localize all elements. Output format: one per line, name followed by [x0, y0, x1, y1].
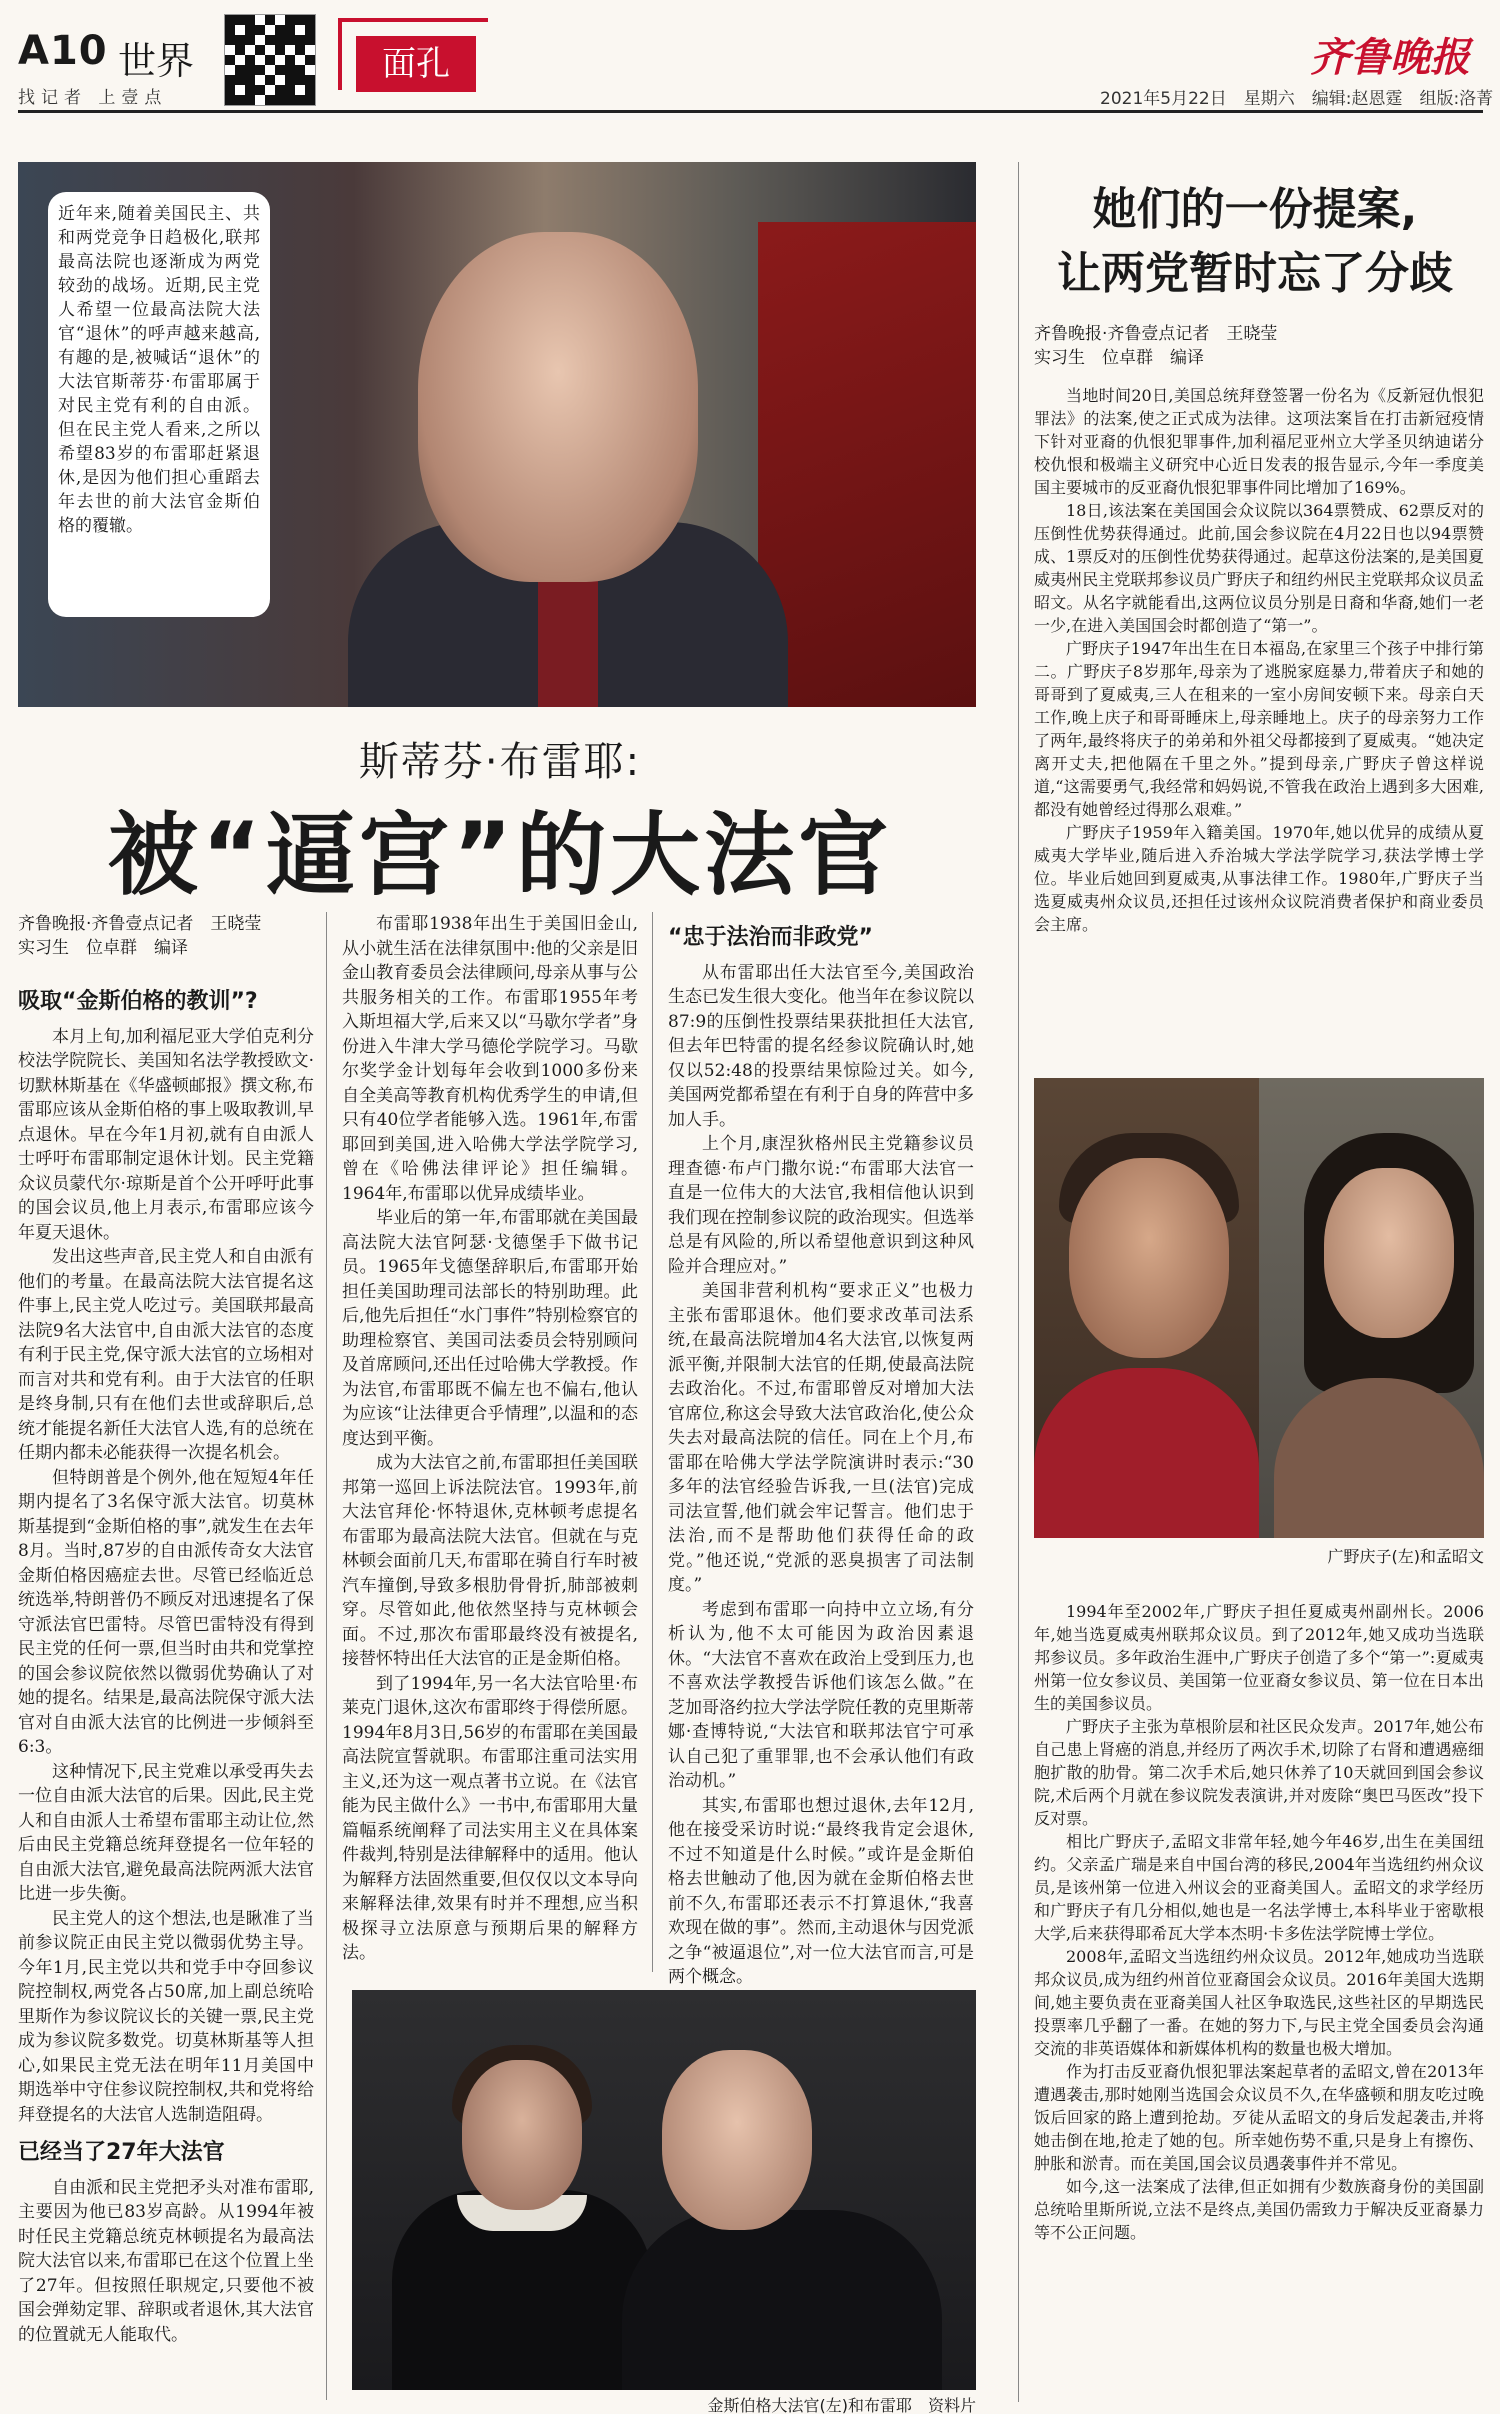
qr-code-icon[interactable]: [224, 14, 316, 106]
paragraph: 其实,布雷耶也想过退休,去年12月,他在接受采访时说:“最终我肯定会退休,不过不知道是什么时候。”或许是金斯伯格去世触动了他,因为就在金斯伯格去世前不久,布雷耶还表示不打算退休,“我喜欢现在做的事”。然而,主动退休与因党派之争“被逼退位”,对一位大法官而言,可是两个概念。: [668, 1795, 974, 1987]
photo-face: [1069, 1158, 1229, 1358]
paragraph: 但特朗普是个例外,他在短短4年任期内提名了3名保守派大法官。切莫林斯基提到“金斯伯格的事”,就发生在去年8月。当时,87岁的自由派传奇女大法官金斯伯格因癌症去世。尽管已经临近总统选举,特朗普仍不顾反对迅速提名了保守派法官巴雷特。尽管巴雷特没有得到民主党的任何一票,但当时由共和党掌控的国会参议院依然以微弱优势确认了对她的提名。结果是,最高法院保守派大法官对自由派大法官的比例进一步倾斜至6:3。: [18, 1467, 314, 1757]
paragraph: 布雷耶1938年出生于美国旧金山,从小就生活在法律氛围中:他的父亲是旧金山教育委员会法律顾问,母亲从事与公共服务相关的工作。布雷耶1955年考入斯坦福大学,后来又以“马歇尔学者”身份进入牛津大学马德伦学院学习。马歇尔奖学金计划每年会收到1000多份来自全美高等教育机构优秀学生的申请,但只有40位学者能够入选。1961年,布雷耶回到美国,进入哈佛大学法学院学习,曾在《哈佛法律评论》担任编辑。1964年,布雷耶以优异成绩毕业。: [342, 914, 638, 1204]
lead-caption-box: 近年来,随着美国民主、共和两党竞争日趋极化,联邦最高法院也逐渐成为两党较劲的战场。近期,民主党人希望一位最高法院大法官“退休”的呼声越来越高,有趣的是,被喊话“退休”的大法官斯蒂芬·布雷耶属于对民主党有利的自由派。但在民主党人看来,之所以希望83岁的布雷耶赶紧退休,是因为他们担心重蹈去年去世的前大法官金斯伯格的覆辙。: [48, 192, 270, 617]
article-title: 被“逼宫”的大法官: [107, 803, 893, 908]
column-2-body: [342, 912, 638, 1966]
contact-slogan: 找记者 上壹点: [18, 88, 168, 108]
byline-reporter: 齐鲁晚报·齐鲁壹点记者 王晓莹: [1034, 324, 1278, 344]
paragraph: 成为大法官之前,布雷耶担任美国联邦第一巡回上诉法院法官。1993年,前大法官拜伦·怀特退休,克林顿考虑提名布雷耶为最高法院大法官。但就在与克林顿会面前几天,布雷耶在骑自行车时被汽车撞倒,导致多根肋骨骨折,肺部被刺穿。尽管如此,他依然坚持与克林顿会面。不过,那次布雷耶最终没有被提名,接替怀特出任大法官的正是金斯伯格。: [342, 1453, 638, 1669]
title-line-1: 她们的一份提案,: [1092, 184, 1418, 235]
ginsburg-breyer-photo: [352, 1990, 976, 2390]
photo-face: [462, 2060, 582, 2210]
paragraph: 这种情况下,民主党难以承受再失去一位自由派大法官的后果。因此,民主党人和自由派人士希望布雷耶主动让位,然后由民主党籍总统拜登提名一位年轻的自由派大法官,避免最高法院两派大法官比进一步失衡。: [18, 1761, 314, 1904]
paragraph: 作为打击反亚裔仇恨犯罪法案起草者的孟昭文,曾在2013年遭遇袭击,那时她刚当选国会众议员不久,在华盛顿和朋友吃过晚饭后回家的路上遭到抢劫。歹徒从孟昭文的身后发起袭击,并将她击倒在地,抢走了她的包。所幸她伤势不重,只是身上有擦伤、肿胀和淤青。而在美国,国会议员遇袭事件并不常见。: [1034, 2062, 1484, 2173]
page-number: A10: [18, 28, 108, 74]
right-article-title: [1020, 178, 1490, 306]
article-divider: [1018, 162, 1019, 2402]
paragraph: 相比广野庆子,孟昭文非常年轻,她今年46岁,出生在美国纽约。父亲孟广瑞是来自中国台湾的移民,2004年当选纽约州众议员,是该州第一位进入州议会的亚裔美国人。孟昭文的求学经历和广野庆子有几分相似,她也是一名法学博士,本科毕业于密歇根大学,后来获得耶希瓦大学本杰明·卡多佐法学院博士学位。: [1034, 1832, 1484, 1943]
paragraph: 广野庆子1959年入籍美国。1970年,她以优异的成绩从夏威夷大学毕业,随后进入乔治城大学法学院学习,获法学博士学位。毕业后她回到夏威夷,从事法律工作。1980年,广野庆子当选夏威夷州众议员,还担任过该州众议院消费者保护和商业委员会主席。: [1034, 823, 1484, 934]
dateline: 2021年5月22日 星期六 编辑:赵恩霆 组版:洛菁: [1100, 89, 1494, 109]
paragraph: 上个月,康涅狄格州民主党籍参议员理查德·布卢门撒尔说:“布雷耶大法官一直是一位伟大的大法官,我相信他认识到我们现在控制参议院的政治现实。但选举总是有风险的,所以希望他意识到这种风险并合理应对。”: [668, 1134, 974, 1277]
section-tag: 面孔: [356, 36, 476, 92]
photo-caption: 金斯伯格大法官(左)和布雷耶 资料片: [707, 2396, 976, 2414]
column-1-body: [18, 1025, 314, 2128]
right-body-1: [1034, 384, 1484, 936]
column-divider: [326, 912, 327, 2400]
paragraph: 从布雷耶出任大法官至今,美国政治生态已发生很大变化。他当年在参议院以87:9的压倒性投票结果获批担任大法官,但去年巴特雷的提名经参议院确认时,她仅以52:48的投票结果惊险过关。如今,美国两党都希望在有利于自身的阵营中多加人手。: [668, 962, 974, 1130]
paragraph: 民主党人的这个想法,也是瞅准了当前参议院正由民主党以微弱优势主导。今年1月,民主党以共和党手中夺回参议院控制权,两党各占50席,加上副总统哈里斯作为参议院议长的关键一票,民主党成为参议院多数党。切莫林斯基等人担心,如果民主党无法在明年11月美国中期选举中守住参议院控制权,共和党将给拜登提名的大法官人选制造阻碍。: [18, 1908, 314, 2125]
newspaper-logo: 齐鲁晚报: [1310, 34, 1470, 81]
article-column-2: [342, 912, 638, 1966]
byline-reporter: 齐鲁晚报·齐鲁壹点记者 王晓莹: [18, 914, 262, 934]
paragraph: 考虑到布雷耶一向持中立立场,有分析认为,他不太可能因为政治因素退休。“大法官不喜欢在政治上受到压力,也不喜欢法学教授告诉他们该怎么做。”在芝加哥洛约拉大学法学院任教的克里斯蒂娜·查博特说,“大法官和联邦法官宁可承认自己犯了重罪罪,也不会承认他们有政治动机。”: [668, 1599, 974, 1791]
article-column-1: [18, 912, 314, 2347]
title-line-2: 让两党暂时忘了分歧: [1057, 248, 1453, 299]
paragraph: 自由派和民主党把矛头对准布雷耶,主要因为他已83岁高龄。从1994年被时任民主党籍总统克林顿提名为最高法院大法官以来,布雷耶已在这个位置上坐了27年。但按照任职规定,只要他不被国会弹劾定罪、辞职或者退休,其大法官的位置就无人能取代。: [18, 2177, 314, 2345]
paragraph: 发出这些声音,民主党人和自由派有他们的考量。在最高法院大法官提名这件事上,民主党人吃过亏。美国联邦最高法院9名大法官中,自由派大法官的态度有利于民主党,保守派大法官的立场相对而言对共和党有利。由于大法官的任职是终身制,只有在他们去世或辞职后,总统才能提名新任大法官人选,有的总统在任期内都未必能获得一次提名机会。: [18, 1247, 314, 1463]
paragraph: 美国非营利机构“要求正义”也极力主张布雷耶退休。他们要求改革司法系统,在最高法院增加4名大法官,以恢复两派平衡,并限制大法官的任期,使最高法院去政治化。不过,布雷耶曾反对增加大法官席位,称这会导致大法官政治化,使公众失去对最高法院的信任。同在上个月,布雷耶在哈佛大学法学院演讲时表示:“30多年的法官经验告诉我,一旦(法官)完成司法宣誓,他们就会牢记誓言。他们忠于法治,而不是帮助他们获得任命的政党。”他还说,“党派的恶臭损害了司法制度。”: [668, 1281, 974, 1595]
right-article-body-top: [1034, 322, 1484, 936]
right-body-2: [1034, 1600, 1484, 2244]
header-rule: [18, 110, 1483, 113]
right-article-body-bottom: [1034, 1600, 1484, 2244]
photo-face: [662, 2050, 812, 2230]
photo-caption: 广野庆子(左)和孟昭文: [1327, 1547, 1484, 1566]
article-kicker: 斯蒂芬·布雷耶:: [358, 739, 642, 785]
photo-robe: [622, 2210, 942, 2390]
column-3-body: [668, 961, 974, 1990]
paragraph: 1994年至2002年,广野庆子担任夏威夷州副州长。2006年,她当选夏威夷州联邦众议员。到了2012年,她又成功当选联邦参议员。多年政治生涯中,广野庆子创造了多个“第一”:夏威夷州第一位女参议员、美国第一位亚裔女参议员、第一位在日本出生的美国参议员。: [1034, 1602, 1484, 1713]
photo-face: [418, 232, 698, 582]
paragraph: 2008年,孟昭文当选纽约州众议员。2012年,她成功当选联邦众议员,成为纽约州首位亚裔国会众议员。2016年美国大选期间,她主要负责在亚裔美国人社区争取选民,这些社区的早期选民投票率几乎翻了一番。在她的努力下,与民主党全国委员会沟通交流的非英语媒体和新媒体机构的数量也极大增加。: [1034, 1947, 1484, 2058]
hirono-meng-photo: [1034, 1078, 1484, 1538]
subhead-rule-of-law: “忠于法治而非政党”: [668, 925, 873, 950]
paragraph: 如今,这一法案成了法律,但正如拥有少数族裔身份的美国副总统哈里斯所说,立法不是终点,美国仍需致力于解决反亚裔暴力等不公正问题。: [1034, 2177, 1484, 2242]
photo-jacket: [1034, 1368, 1259, 1538]
page-header: [0, 0, 1500, 115]
byline-intern: 实习生 位卓群 编译: [1034, 348, 1204, 368]
paragraph: 到了1994年,另一名大法官哈里·布莱克门退休,这次布雷耶终于得偿所愿。1994年8月3日,56岁的布雷耶在美国最高法院宣誓就职。布雷耶注重司法实用主义,还为这一观点著书立说。在《法官能为民主做什么》一书中,布雷耶用大量篇幅系统阐释了司法实用主义在具体案件裁判,特别是法律解释中的适用。他认为解释方法固然重要,但仅仅以文本导向来解释法律,效果有时并不理想,应当积极探寻立法原意与预期后果的解释方法。: [342, 1673, 638, 1963]
column-divider: [652, 912, 653, 1972]
byline-intern: 实习生 位卓群 编译: [18, 938, 188, 958]
paragraph: 本月上旬,加利福尼亚大学伯克利分校法学院院长、美国知名法学教授欧文·切默林斯基在《华盛顿邮报》撰文称,布雷耶应该从金斯伯格的事上吸取教训,早点退休。早在今年1月初,就有自由派人士呼吁布雷耶制定退休计划。民主党籍众议员蒙代尔·琼斯是首个公开呼吁此事的国会议员,他上月表示,布雷耶应该今年夏天退休。: [18, 1026, 314, 1243]
photo-background-figure: [758, 222, 976, 707]
paragraph: 当地时间20日,美国总统拜登签署一份名为《反新冠仇恨犯罪法》的法案,使之正式成为法律。这项法案旨在打击新冠疫情下针对亚裔的仇恨犯罪事件,加利福尼亚州立大学圣贝纳迪诺分校仇恨和极端主义研究中心近日发表的报告显示,今年一季度美国主要城市的反亚裔仇恨犯罪事件同比增加了169%。: [1034, 386, 1484, 497]
paragraph: 18日,该法案在美国国会众议院以364票赞成、62票反对的压倒性优势获得通过。此前,国会参议院在4月22日也以94票赞成、1票反对的压倒性优势获得通过。起草这份法案的,是美国夏威夷州民主党联邦参议员广野庆子和纽约州民主党联邦众议员孟昭文。从名字就能看出,这两位议员分别是日裔和华裔,她们一老一少,在进入美国国会时都创造了“第一”。: [1034, 501, 1484, 635]
paragraph: 广野庆子主张为草根阶层和社区民众发声。2017年,她公布自己患上肾癌的消息,并经历了两次手术,切除了右肾和遭遇癌细胞扩散的肋骨。第二次手术后,她只休养了10天就回到国会参议院,术后两个月就在参议院发表演讲,并对废除“奥巴马医改”投下反对票。: [1034, 1717, 1484, 1828]
paragraph: 广野庆子1947年出生在日本福岛,在家里三个孩子中排行第二。广野庆子8岁那年,母亲为了逃脱家庭暴力,带着庆子和她的哥哥到了夏威夷,三人在租来的一室小房间安顿下来。母亲白天工作,晚上庆子和哥哥睡床上,母亲睡地上。庆子的母亲努力工作了两年,最终将庆子的弟弟和外祖父母都接到了夏威夷。“她决定离开丈夫,把他隔在千里之外。”提到母亲,广野庆子曾这样说道,“这需要勇气,我经常和妈妈说,不管我在政治上遇到多大困难,都没有她曾经过得那么艰难。”: [1034, 639, 1484, 819]
photo-face: [1324, 1168, 1454, 1338]
subhead-27-years: 已经当了27年大法官: [18, 2140, 225, 2165]
article-column-3: [668, 912, 974, 1990]
section-name: 世界: [118, 39, 195, 83]
column-1-body-end: [18, 2176, 314, 2348]
paragraph: 毕业后的第一年,布雷耶就在美国最高法院大法官阿瑟·戈德堡手下做书记员。1965年戈德堡辞职后,布雷耶开始担任美国助理司法部长的特别助理。此后,他先后担任“水门事件”特别检察官的助理检察官、美国司法委员会特别顾问及首席顾问,还出任过哈佛大学教授。作为法官,布雷耶既不偏左也不偏右,他认为应该“让法律更合乎情理”,以温和的态度达到平衡。: [342, 1208, 638, 1449]
subhead-lesson: 吸取“金斯伯格的教训”?: [18, 989, 258, 1014]
